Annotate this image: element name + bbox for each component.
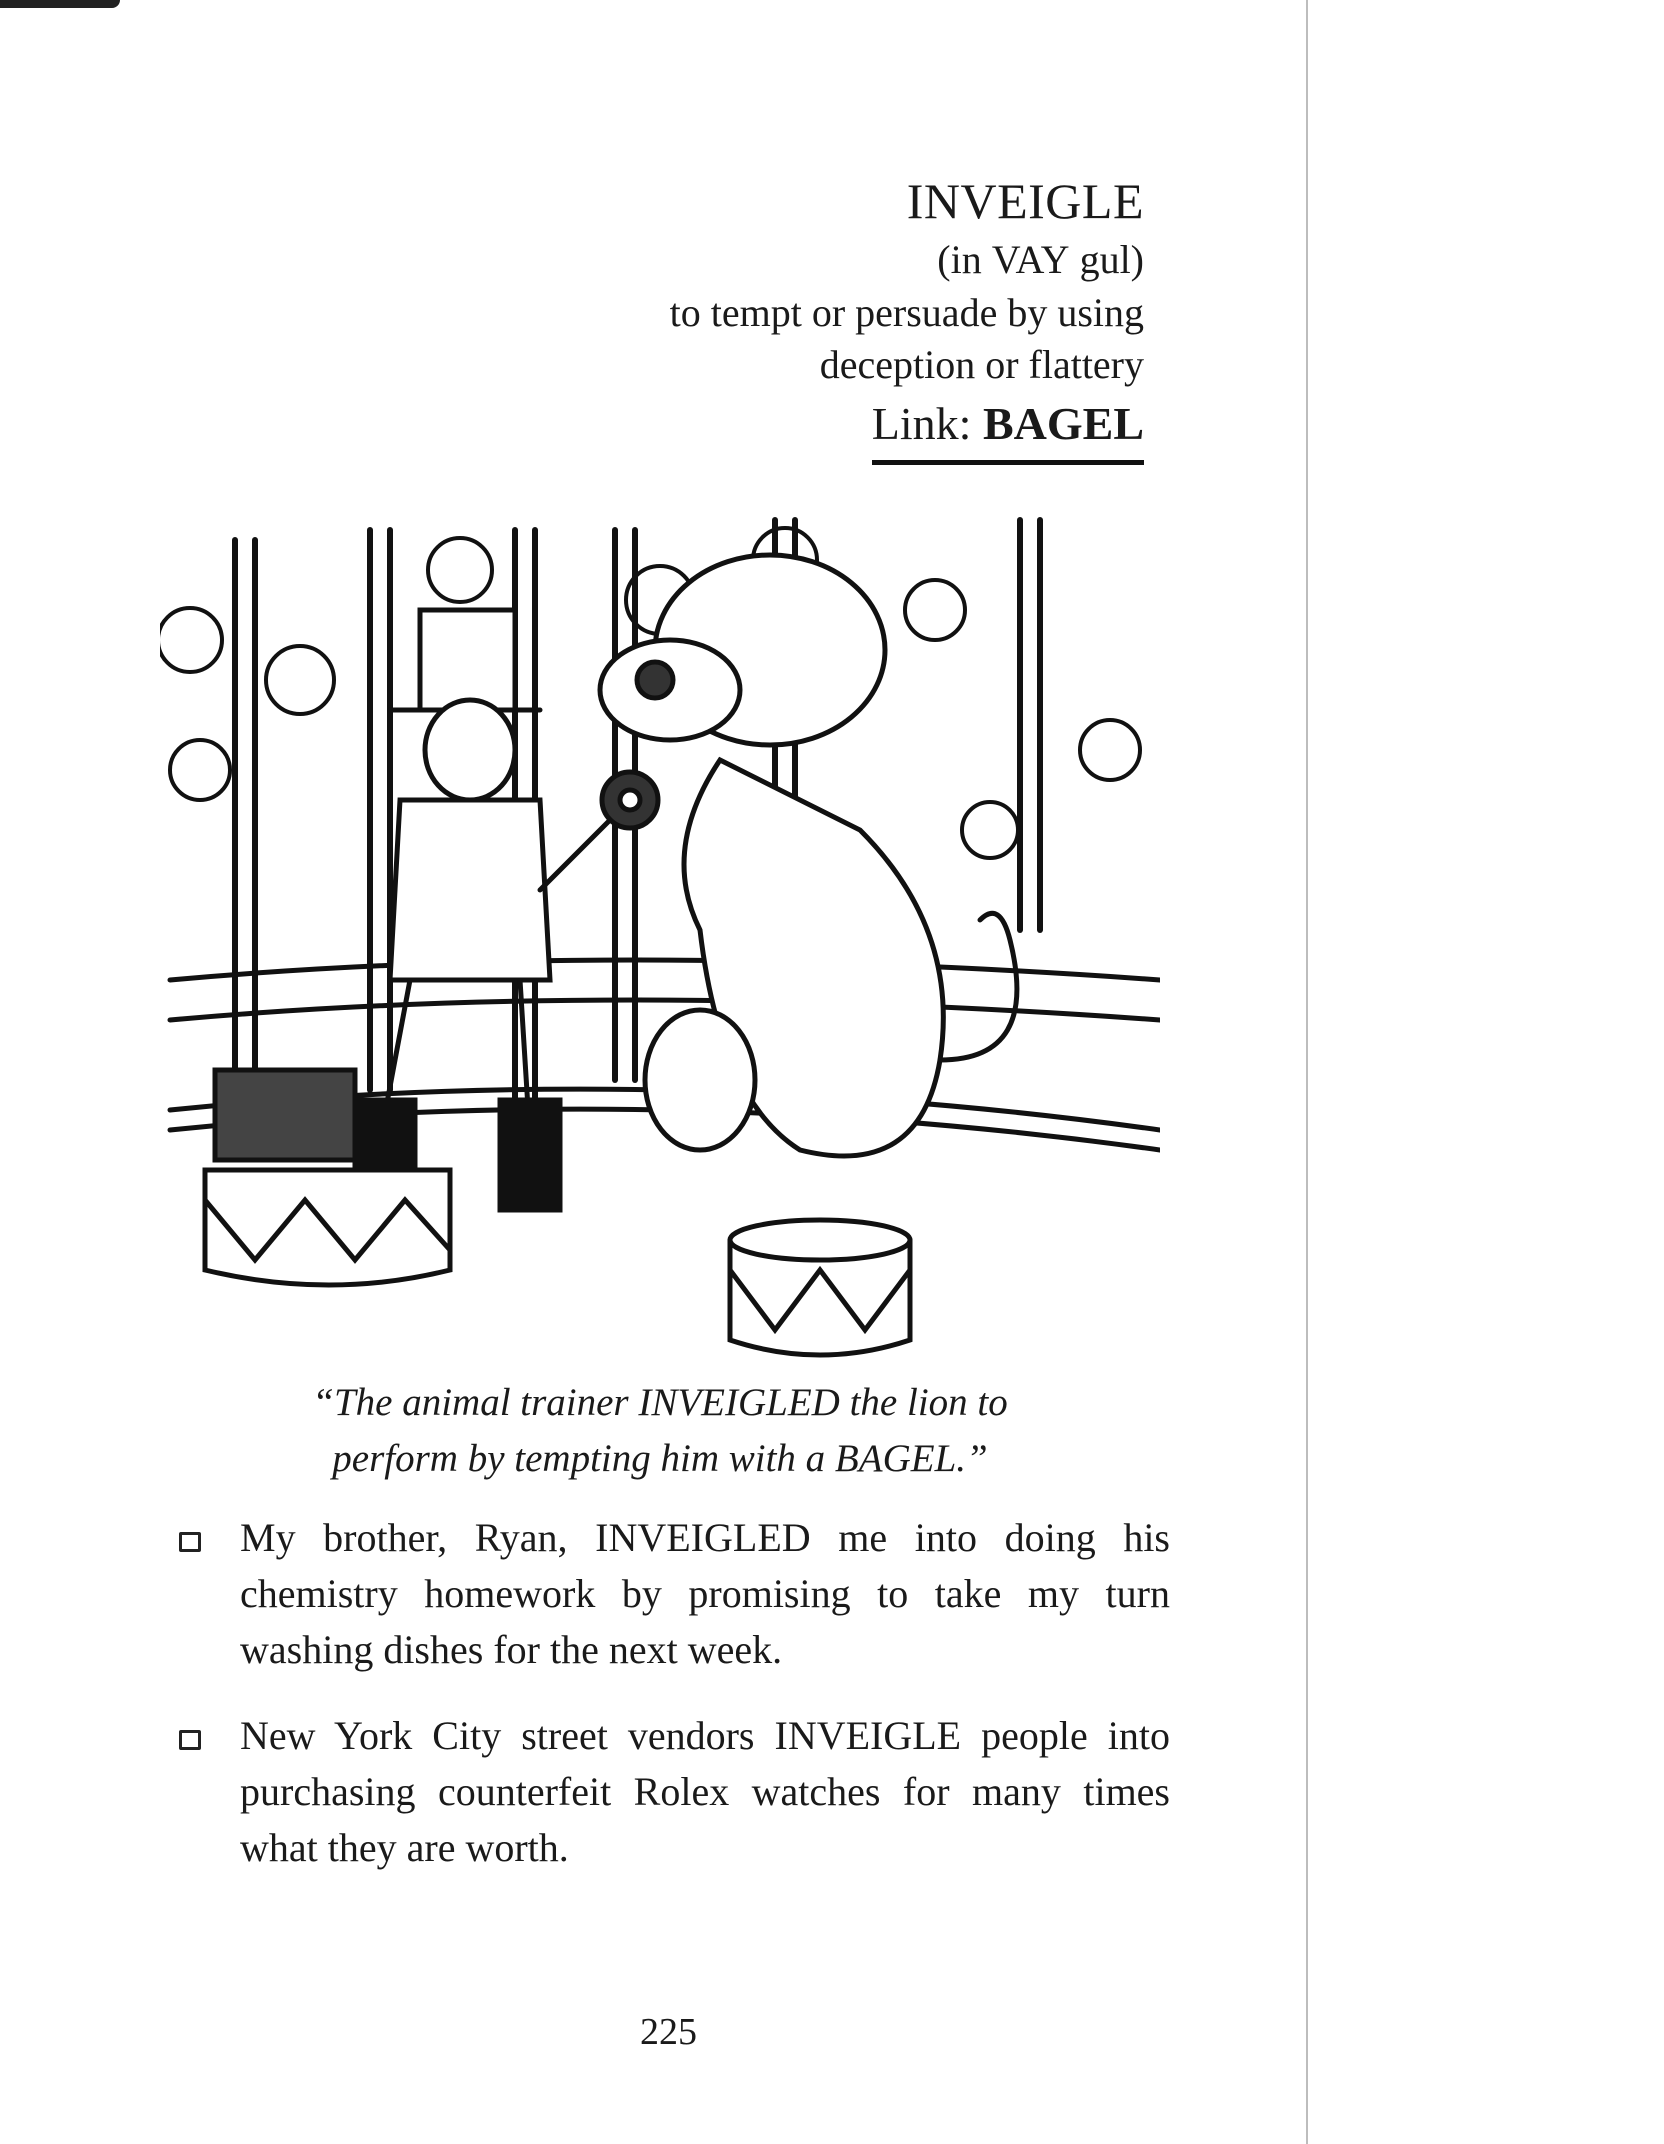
pronunciation-close: gul) bbox=[1069, 237, 1144, 282]
entry-header bbox=[444, 172, 1144, 465]
link-word: BAGEL bbox=[982, 398, 1144, 449]
checkbox-icon bbox=[179, 1532, 201, 1552]
definition-line-2: deception or flattery bbox=[819, 342, 1144, 387]
link-label: Link: bbox=[871, 398, 983, 449]
example-item bbox=[175, 1708, 1170, 1876]
lion-figure bbox=[600, 555, 1017, 1156]
example-text: My brother, Ryan, INVEIGLED me into doing his chemistry homework by promising to take my turn washing dishes for the next week. bbox=[240, 1515, 1170, 1672]
headword: INVEIGLE bbox=[906, 173, 1144, 229]
pronunciation-open: (in bbox=[937, 237, 992, 282]
example-text: New York City street vendors INVEIGLE people into purchasing counterfeit Rolex watches for many times what they are worth. bbox=[240, 1713, 1170, 1870]
definition-line-1: to tempt or persuade by using bbox=[669, 290, 1144, 335]
definition bbox=[444, 287, 1144, 391]
page-number: 225 bbox=[640, 2011, 697, 2053]
link-line bbox=[872, 397, 1144, 465]
checkbox-icon bbox=[179, 1730, 201, 1750]
cartoon-illustration bbox=[160, 500, 1160, 1390]
page-edge-line bbox=[1306, 0, 1308, 2144]
right-pedestal bbox=[730, 1220, 910, 1355]
illustration-caption bbox=[180, 1375, 1140, 1487]
caption-line-2: perform by tempting him with a BAGEL.” bbox=[332, 1437, 988, 1480]
example-sentences bbox=[175, 1510, 1170, 1906]
example-item bbox=[175, 1510, 1170, 1678]
pronunciation bbox=[444, 236, 1144, 283]
caption-line-1: “The animal trainer INVEIGLED the lion to bbox=[312, 1381, 1008, 1424]
pronunciation-stress: VAY bbox=[991, 237, 1070, 282]
scan-corner-mark bbox=[0, 0, 120, 8]
